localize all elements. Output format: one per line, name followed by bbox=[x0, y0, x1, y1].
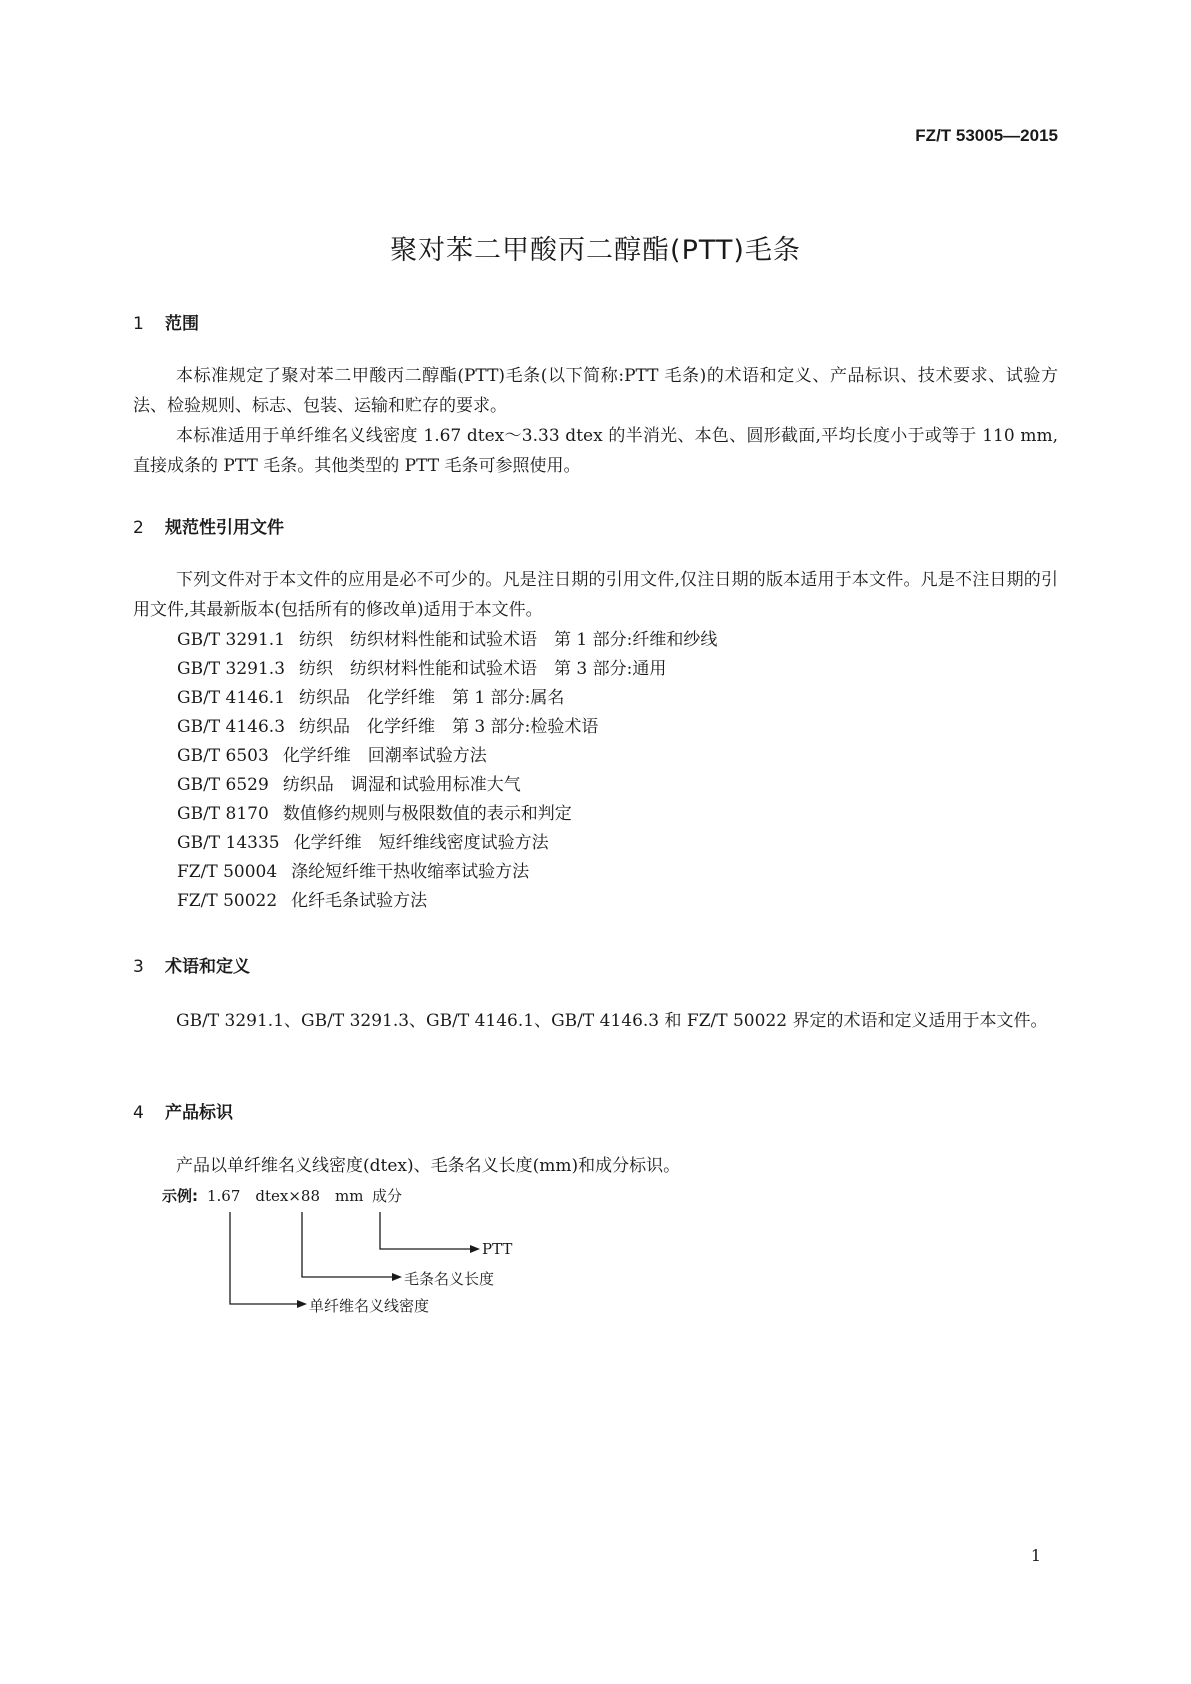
reference-title: 化学纤维 回潮率试验方法 bbox=[282, 746, 487, 766]
section-title: 范围 bbox=[165, 314, 199, 334]
reference-code: GB/T 6503 bbox=[177, 746, 269, 766]
reference-title: 纺织 纺织材料性能和试验术语 第 1 部分:纤维和纱线 bbox=[299, 630, 718, 650]
reference-title: 数值修约规则与极限数值的表示和判定 bbox=[282, 804, 572, 824]
section-1-paragraph-2: 本标准适用于单纤维名义线密度 1.67 dtex～3.33 dtex 的半消光、本色、圆形截面,平均长度小于或等于 110 mm,直接成条的 PTT 毛条。其他类型的 PTT 毛条可参照使用。 bbox=[133, 426, 1058, 476]
section-title: 产品标识 bbox=[165, 1103, 233, 1123]
reference-code: GB/T 3291.3 bbox=[177, 659, 286, 679]
example-value: 1.67 dtex×88 mm bbox=[207, 1187, 364, 1205]
example-label: 示例: bbox=[162, 1187, 198, 1205]
page-number: 1 bbox=[1030, 1546, 1041, 1565]
section-4-paragraph-1: 产品以单纤维名义线密度(dtex)、毛条名义长度(mm)和成分标识。 bbox=[176, 1156, 681, 1176]
section-2-paragraph-1: 下列文件对于本文件的应用是必不可少的。凡是注日期的引用文件,仅注日期的版本适用于本文件。凡是不注日期的引用文件,其最新版本(包括所有的修改单)适用于本文件。 bbox=[133, 570, 1058, 620]
reference-code: GB/T 3291.1 bbox=[177, 630, 286, 650]
reference-code: GB/T 6529 bbox=[177, 775, 269, 795]
example-component: 成分 bbox=[372, 1187, 403, 1205]
arrow-head bbox=[392, 1273, 402, 1281]
reference-code: GB/T 8170 bbox=[177, 804, 269, 824]
reference-title: 纺织 纺织材料性能和试验术语 第 3 部分:通用 bbox=[299, 659, 667, 679]
callout-line-length bbox=[302, 1212, 392, 1277]
reference-code: GB/T 4146.1 bbox=[177, 688, 286, 708]
callout-line-ptt bbox=[380, 1212, 470, 1249]
reference-title: 涤纶短纤维干热收缩率试验方法 bbox=[291, 862, 530, 882]
reference-title: 化学纤维 短纤维线密度试验方法 bbox=[293, 833, 549, 853]
section-number: 2 bbox=[133, 518, 144, 538]
section-number: 4 bbox=[133, 1103, 144, 1123]
document-title: 聚对苯二甲酸丙二醇酯(PTT)毛条 bbox=[390, 235, 801, 266]
section-number: 1 bbox=[133, 314, 144, 334]
arrow-head bbox=[297, 1300, 307, 1308]
section-3-paragraph-1: GB/T 3291.1、GB/T 3291.3、GB/T 4146.1、GB/T 4146.3 和 FZ/T 50022 界定的术语和定义适用于本文件。 bbox=[176, 1011, 1048, 1031]
section-number: 3 bbox=[133, 957, 144, 977]
callout-ptt: PTT bbox=[482, 1240, 513, 1258]
reference-title: 纺织品 调湿和试验用标准大气 bbox=[282, 775, 521, 795]
section-1-paragraph-1: 本标准规定了聚对苯二甲酸丙二醇酯(PTT)毛条(以下简称:PTT 毛条)的术语和定义、产品标识、技术要求、试验方法、检验规则、标志、包装、运输和贮存的要求。 bbox=[133, 366, 1058, 416]
reference-title: 纺织品 化学纤维 第 3 部分:检验术语 bbox=[299, 717, 599, 737]
standard-number: FZ/T 53005—2015 bbox=[915, 126, 1058, 145]
callout-density: 单纤维名义线密度 bbox=[309, 1297, 430, 1315]
reference-title: 化纤毛条试验方法 bbox=[291, 891, 428, 911]
reference-code: GB/T 14335 bbox=[177, 833, 280, 853]
reference-code: FZ/T 50004 bbox=[177, 862, 278, 882]
callout-line-density bbox=[230, 1212, 297, 1304]
section-title: 术语和定义 bbox=[165, 957, 250, 977]
reference-title: 纺织品 化学纤维 第 1 部分:属名 bbox=[299, 688, 565, 708]
section-title: 规范性引用文件 bbox=[165, 518, 284, 538]
arrow-head bbox=[470, 1245, 480, 1253]
reference-code: GB/T 4146.3 bbox=[177, 717, 286, 737]
reference-code: FZ/T 50022 bbox=[177, 891, 278, 911]
callout-length: 毛条名义长度 bbox=[404, 1270, 495, 1288]
